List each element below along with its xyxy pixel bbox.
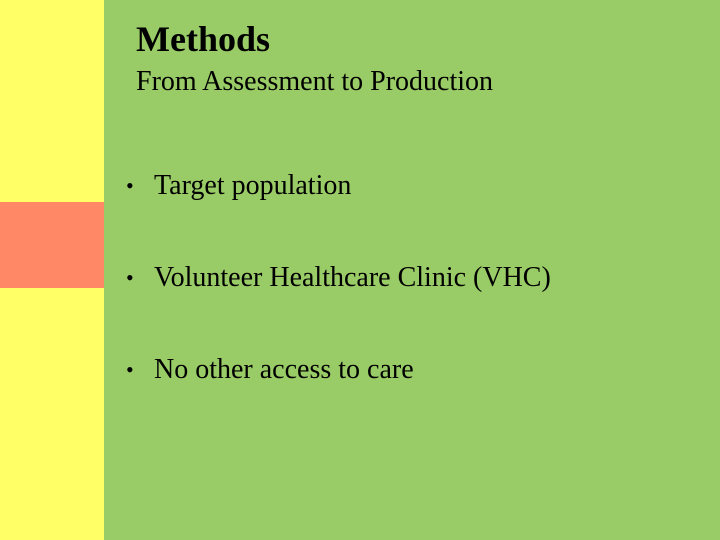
bullet-item: [126, 168, 551, 260]
bullet-text: Volunteer Healthcare Clinic (VHC): [154, 262, 551, 293]
slide-subtitle: From Assessment to Production: [136, 66, 494, 97]
bullet-text: Target population: [154, 170, 352, 201]
bullet-icon: •: [126, 357, 134, 382]
bullet-item: [126, 260, 551, 352]
bullet-icon: •: [126, 265, 134, 290]
bullet-list: [126, 168, 551, 444]
slide-title: Methods: [136, 19, 270, 59]
bullet-item: [126, 352, 551, 444]
sidebar-accent-block: [0, 202, 104, 288]
bullet-icon: •: [126, 173, 134, 198]
bullet-text: No other access to care: [154, 354, 414, 385]
